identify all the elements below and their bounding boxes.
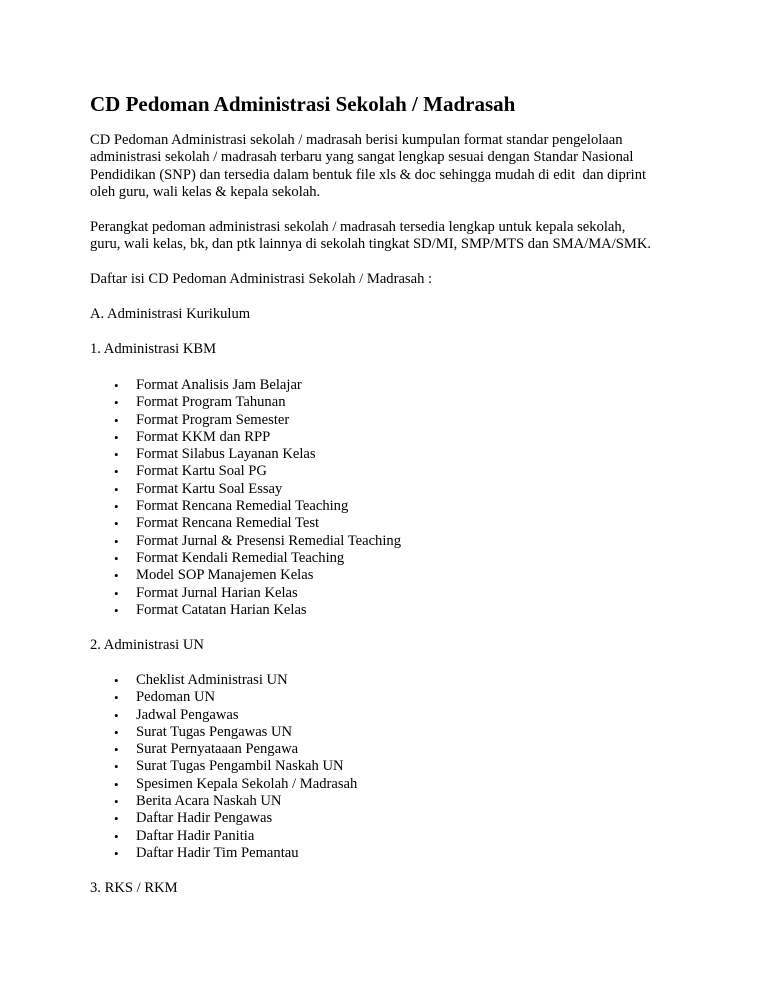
daftar-isi-heading: Daftar isi CD Pedoman Administrasi Sekolah / Madrasah : <box>90 271 433 287</box>
subsection-kbm-heading: 1. Administrasi KBM <box>90 341 217 357</box>
bullet-icon: • <box>114 395 119 411</box>
bullet-icon: • <box>114 845 119 861</box>
section-a-heading: A. Administrasi Kurikulum <box>90 306 251 322</box>
intro-line: Pendidikan (SNP) dan tersedia dalam bentuk file xls & doc sehingga mudah di edit dan diprint <box>90 166 647 183</box>
list-item-text: Surat Pernyataaan Pengawa <box>136 741 299 758</box>
bullet-icon: • <box>114 550 119 566</box>
list-item-text: Pedoman UN <box>136 689 216 706</box>
list-item-text: Format Rencana Remedial Teaching <box>136 498 349 515</box>
list-item-text: Jadwal Pengawas <box>136 706 239 723</box>
list-item-text: Format Analisis Jam Belajar <box>136 377 302 393</box>
bullet-icon: • <box>114 516 119 532</box>
list-item-text: Daftar Hadir Tim Pemantau <box>136 844 299 861</box>
bullet-icon: • <box>114 759 119 775</box>
list-item-text: Berita Acara Naskah UN <box>136 793 282 810</box>
list-item-text: Format Jurnal & Presensi Remedial Teaching <box>136 532 401 549</box>
bullet-icon: • <box>114 673 119 688</box>
perangkat-paragraph <box>90 219 651 254</box>
subsection-un-heading: 2. Administrasi UN <box>90 637 204 653</box>
intro-line: oleh guru, wali kelas & kepala sekolah. <box>90 183 321 200</box>
subsection-rks-heading: 3. RKS / RKM <box>90 880 178 896</box>
document-title: CD Pedoman Administrasi Sekolah / Madrasah <box>90 92 516 116</box>
list-item-text: Format Catatan Harian Kelas <box>136 601 307 618</box>
bullet-icon: • <box>114 828 119 844</box>
perangkat-line: Perangkat pedoman administrasi sekolah / madrasah tersedia lengkap untuk kepala sekolah, <box>90 219 626 235</box>
list-item-text: Format Kartu Soal Essay <box>136 480 283 497</box>
list-item-text: Format KKM dan RPP <box>136 428 271 445</box>
bullet-icon: • <box>114 499 119 515</box>
list-item-text: Surat Tugas Pengambil Naskah UN <box>136 758 344 775</box>
list-item-text: Spesimen Kepala Sekolah / Madrasah <box>136 775 358 792</box>
bullet-icon: • <box>114 690 119 706</box>
bullet-icon: • <box>114 447 119 463</box>
bullet-icon: • <box>114 481 119 497</box>
bullet-icon: • <box>114 585 119 601</box>
intro-paragraph <box>90 132 646 201</box>
bullet-icon: • <box>114 533 119 549</box>
bullet-icon: • <box>114 724 119 740</box>
intro-line: CD Pedoman Administrasi sekolah / madrasah berisi kumpulan format standar pengelolaan <box>90 132 623 148</box>
bullet-icon: • <box>114 742 119 758</box>
bullet-icon: • <box>114 378 119 393</box>
list-item-text: Format Kendali Remedial Teaching <box>136 549 345 566</box>
list-item-text: Daftar Hadir Pengawas <box>136 810 273 827</box>
bullet-icon: • <box>114 602 119 618</box>
bullet-icon: • <box>114 412 119 428</box>
list-item-text: Format Program Semester <box>136 411 290 428</box>
perangkat-line: guru, wali kelas, bk, dan ptk lainnya di sekolah tingkat SD/MI, SMP/MTS dan SMA/MA/SMK. <box>90 236 652 253</box>
intro-line: administrasi sekolah / madrasah terbaru yang sangat lengkap sesuai dengan Standar Nasional <box>90 149 634 166</box>
list-item-text: Format Kartu Soal PG <box>136 463 267 480</box>
list-item-text: Cheklist Administrasi UN <box>136 672 288 688</box>
list-item-text: Model SOP Manajemen Kelas <box>136 567 314 584</box>
bullet-icon: • <box>114 794 119 810</box>
bullet-icon: • <box>114 568 119 584</box>
list-item-text: Format Silabus Layanan Kelas <box>136 446 316 463</box>
list-item-text: Format Jurnal Harian Kelas <box>136 584 298 601</box>
list-item-text: Surat Tugas Pengawas UN <box>136 723 293 740</box>
bullet-icon: • <box>114 811 119 827</box>
bullet-icon: • <box>114 707 119 723</box>
list-item-text: Format Rencana Remedial Test <box>136 515 320 532</box>
bullet-icon: • <box>114 464 119 480</box>
bullet-icon: • <box>114 776 119 792</box>
bullet-icon: • <box>114 429 119 445</box>
list-item-text: Daftar Hadir Panitia <box>136 827 255 844</box>
list-item-text: Format Program Tahunan <box>136 394 286 411</box>
